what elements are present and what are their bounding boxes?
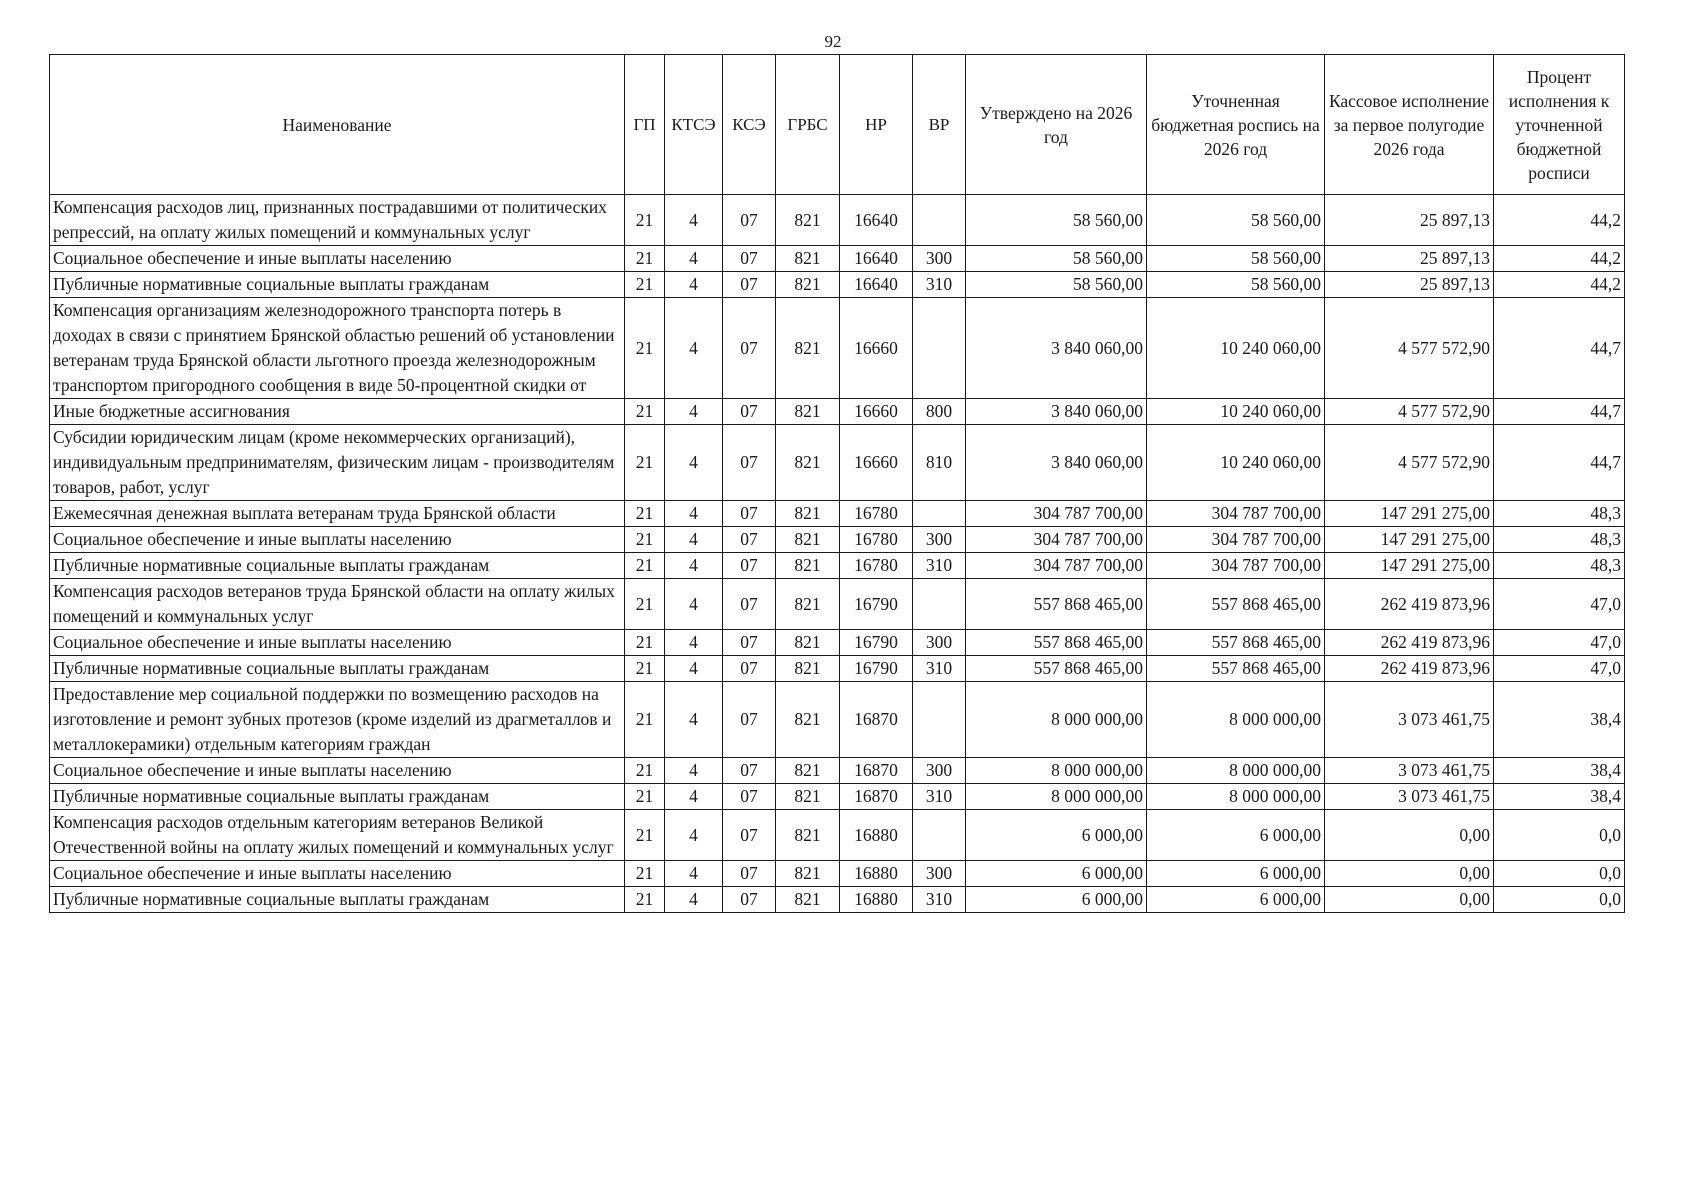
cell-np: 16880 bbox=[840, 810, 913, 861]
cell-cash: 3 073 461,75 bbox=[1325, 784, 1494, 810]
cell-percent: 44,7 bbox=[1494, 298, 1625, 399]
cell-percent: 44,2 bbox=[1494, 195, 1625, 246]
cell-name: Публичные нормативные социальные выплаты гражданам bbox=[50, 272, 625, 298]
cell-approved: 8 000 000,00 bbox=[966, 682, 1147, 758]
cell-gp: 21 bbox=[625, 246, 665, 272]
cell-gp: 21 bbox=[625, 784, 665, 810]
cell-ktse: 4 bbox=[665, 784, 723, 810]
cell-cash: 0,00 bbox=[1325, 861, 1494, 887]
cell-percent: 38,4 bbox=[1494, 682, 1625, 758]
cell-kse: 07 bbox=[723, 527, 776, 553]
cell-kse: 07 bbox=[723, 298, 776, 399]
cell-kse: 07 bbox=[723, 425, 776, 501]
cell-ktse: 4 bbox=[665, 425, 723, 501]
cell-refined: 8 000 000,00 bbox=[1147, 784, 1325, 810]
cell-np: 16880 bbox=[840, 887, 913, 913]
cell-vr: 810 bbox=[913, 425, 966, 501]
cell-vr bbox=[913, 682, 966, 758]
cell-kse: 07 bbox=[723, 553, 776, 579]
cell-percent: 48,3 bbox=[1494, 527, 1625, 553]
cell-vr bbox=[913, 501, 966, 527]
budget-table bbox=[49, 54, 1625, 913]
cell-gp: 21 bbox=[625, 682, 665, 758]
cell-kse: 07 bbox=[723, 501, 776, 527]
table-row bbox=[50, 553, 1625, 579]
table-row bbox=[50, 579, 1625, 630]
cell-grbs: 821 bbox=[776, 630, 840, 656]
cell-name: Предоставление мер социальной поддержки по возмещению расходов на изготовление и ремонт зубных протезов (кроме изделий из драгметаллов и металлокерамики) отдельным категориям граждан bbox=[50, 682, 625, 758]
cell-vr: 310 bbox=[913, 272, 966, 298]
cell-percent: 47,0 bbox=[1494, 656, 1625, 682]
cell-np: 16640 bbox=[840, 246, 913, 272]
cell-gp: 21 bbox=[625, 656, 665, 682]
cell-cash: 25 897,13 bbox=[1325, 272, 1494, 298]
cell-ktse: 4 bbox=[665, 758, 723, 784]
cell-grbs: 821 bbox=[776, 399, 840, 425]
header-percent: Процент исполнения к уточненной бюджетной росписи bbox=[1494, 55, 1625, 195]
cell-percent: 0,0 bbox=[1494, 887, 1625, 913]
cell-np: 16660 bbox=[840, 399, 913, 425]
table-row bbox=[50, 887, 1625, 913]
cell-percent: 47,0 bbox=[1494, 579, 1625, 630]
cell-vr bbox=[913, 298, 966, 399]
header-refined: Уточненная бюджетная роспись на 2026 год bbox=[1147, 55, 1325, 195]
cell-ktse: 4 bbox=[665, 579, 723, 630]
cell-cash: 4 577 572,90 bbox=[1325, 425, 1494, 501]
cell-name: Иные бюджетные ассигнования bbox=[50, 399, 625, 425]
table-row bbox=[50, 758, 1625, 784]
cell-np: 16870 bbox=[840, 784, 913, 810]
cell-ktse: 4 bbox=[665, 272, 723, 298]
cell-np: 16790 bbox=[840, 656, 913, 682]
cell-np: 16880 bbox=[840, 861, 913, 887]
cell-ktse: 4 bbox=[665, 399, 723, 425]
cell-name: Социальное обеспечение и иные выплаты населению bbox=[50, 630, 625, 656]
cell-vr: 300 bbox=[913, 861, 966, 887]
cell-np: 16790 bbox=[840, 630, 913, 656]
cell-cash: 262 419 873,96 bbox=[1325, 579, 1494, 630]
cell-refined: 58 560,00 bbox=[1147, 246, 1325, 272]
cell-gp: 21 bbox=[625, 501, 665, 527]
cell-kse: 07 bbox=[723, 630, 776, 656]
cell-percent: 44,7 bbox=[1494, 399, 1625, 425]
cell-ktse: 4 bbox=[665, 682, 723, 758]
cell-gp: 21 bbox=[625, 810, 665, 861]
cell-cash: 147 291 275,00 bbox=[1325, 501, 1494, 527]
cell-kse: 07 bbox=[723, 399, 776, 425]
cell-kse: 07 bbox=[723, 579, 776, 630]
cell-ktse: 4 bbox=[665, 553, 723, 579]
table-row bbox=[50, 630, 1625, 656]
cell-refined: 6 000,00 bbox=[1147, 810, 1325, 861]
cell-gp: 21 bbox=[625, 272, 665, 298]
table-row bbox=[50, 272, 1625, 298]
cell-np: 16870 bbox=[840, 758, 913, 784]
cell-refined: 10 240 060,00 bbox=[1147, 425, 1325, 501]
cell-name: Компенсация расходов ветеранов труда Брянской области на оплату жилых помещений и коммунальных услуг bbox=[50, 579, 625, 630]
cell-kse: 07 bbox=[723, 784, 776, 810]
cell-ktse: 4 bbox=[665, 195, 723, 246]
cell-percent: 44,7 bbox=[1494, 425, 1625, 501]
cell-percent: 48,3 bbox=[1494, 501, 1625, 527]
cell-name: Социальное обеспечение и иные выплаты населению bbox=[50, 861, 625, 887]
cell-approved: 3 840 060,00 bbox=[966, 399, 1147, 425]
cell-kse: 07 bbox=[723, 246, 776, 272]
cell-np: 16780 bbox=[840, 553, 913, 579]
cell-percent: 44,2 bbox=[1494, 272, 1625, 298]
cell-grbs: 821 bbox=[776, 246, 840, 272]
header-name: Наименование bbox=[50, 55, 625, 195]
cell-approved: 58 560,00 bbox=[966, 272, 1147, 298]
cell-grbs: 821 bbox=[776, 682, 840, 758]
cell-refined: 10 240 060,00 bbox=[1147, 298, 1325, 399]
table-row bbox=[50, 527, 1625, 553]
cell-cash: 3 073 461,75 bbox=[1325, 682, 1494, 758]
cell-gp: 21 bbox=[625, 630, 665, 656]
cell-approved: 304 787 700,00 bbox=[966, 501, 1147, 527]
cell-kse: 07 bbox=[723, 861, 776, 887]
cell-approved: 557 868 465,00 bbox=[966, 579, 1147, 630]
cell-grbs: 821 bbox=[776, 784, 840, 810]
table-row bbox=[50, 399, 1625, 425]
table-row bbox=[50, 298, 1625, 399]
cell-refined: 8 000 000,00 bbox=[1147, 682, 1325, 758]
cell-name: Социальное обеспечение и иные выплаты населению bbox=[50, 527, 625, 553]
cell-np: 16660 bbox=[840, 425, 913, 501]
cell-name: Ежемесячная денежная выплата ветеранам труда Брянской области bbox=[50, 501, 625, 527]
cell-np: 16640 bbox=[840, 272, 913, 298]
cell-cash: 147 291 275,00 bbox=[1325, 527, 1494, 553]
cell-approved: 6 000,00 bbox=[966, 887, 1147, 913]
cell-gp: 21 bbox=[625, 527, 665, 553]
cell-refined: 304 787 700,00 bbox=[1147, 553, 1325, 579]
cell-vr: 310 bbox=[913, 887, 966, 913]
cell-ktse: 4 bbox=[665, 630, 723, 656]
header-grbs: ГРБС bbox=[776, 55, 840, 195]
cell-gp: 21 bbox=[625, 579, 665, 630]
cell-cash: 0,00 bbox=[1325, 810, 1494, 861]
cell-percent: 38,4 bbox=[1494, 784, 1625, 810]
cell-grbs: 821 bbox=[776, 501, 840, 527]
cell-grbs: 821 bbox=[776, 527, 840, 553]
table-body bbox=[50, 195, 1625, 913]
cell-grbs: 821 bbox=[776, 810, 840, 861]
cell-ktse: 4 bbox=[665, 527, 723, 553]
cell-gp: 21 bbox=[625, 298, 665, 399]
cell-ktse: 4 bbox=[665, 246, 723, 272]
table-header-row bbox=[50, 55, 1625, 195]
cell-name: Компенсация расходов отдельным категориям ветеранов Великой Отечественной войны на оплату жилых помещений и коммунальных услуг bbox=[50, 810, 625, 861]
cell-approved: 304 787 700,00 bbox=[966, 527, 1147, 553]
cell-vr: 300 bbox=[913, 246, 966, 272]
cell-gp: 21 bbox=[625, 399, 665, 425]
cell-refined: 304 787 700,00 bbox=[1147, 501, 1325, 527]
cell-grbs: 821 bbox=[776, 579, 840, 630]
cell-gp: 21 bbox=[625, 195, 665, 246]
cell-kse: 07 bbox=[723, 656, 776, 682]
cell-refined: 8 000 000,00 bbox=[1147, 758, 1325, 784]
header-cash: Кассовое исполнение за первое полугодие 2026 года bbox=[1325, 55, 1494, 195]
cell-approved: 6 000,00 bbox=[966, 810, 1147, 861]
cell-name: Публичные нормативные социальные выплаты гражданам bbox=[50, 553, 625, 579]
cell-kse: 07 bbox=[723, 810, 776, 861]
cell-percent: 0,0 bbox=[1494, 810, 1625, 861]
cell-cash: 262 419 873,96 bbox=[1325, 656, 1494, 682]
cell-cash: 25 897,13 bbox=[1325, 246, 1494, 272]
cell-gp: 21 bbox=[625, 425, 665, 501]
cell-grbs: 821 bbox=[776, 887, 840, 913]
cell-approved: 8 000 000,00 bbox=[966, 784, 1147, 810]
table-row bbox=[50, 425, 1625, 501]
cell-vr: 310 bbox=[913, 656, 966, 682]
cell-vr bbox=[913, 810, 966, 861]
cell-name: Публичные нормативные социальные выплаты гражданам bbox=[50, 784, 625, 810]
cell-name: Публичные нормативные социальные выплаты гражданам bbox=[50, 656, 625, 682]
cell-grbs: 821 bbox=[776, 425, 840, 501]
cell-refined: 10 240 060,00 bbox=[1147, 399, 1325, 425]
cell-gp: 21 bbox=[625, 887, 665, 913]
cell-name: Социальное обеспечение и иные выплаты населению bbox=[50, 758, 625, 784]
cell-vr: 800 bbox=[913, 399, 966, 425]
page-number: 92 bbox=[824, 32, 842, 51]
header-gp: ГП bbox=[625, 55, 665, 195]
cell-name: Компенсация организациям железнодорожного транспорта потерь в доходах в связи с принятием Брянской областью решений об установлении ветеранам труда Брянской области льготного проезда железнодорожным транспортом пригородного сообщения в виде 50-процентной скидки от bbox=[50, 298, 625, 399]
cell-cash: 25 897,13 bbox=[1325, 195, 1494, 246]
cell-grbs: 821 bbox=[776, 195, 840, 246]
cell-approved: 3 840 060,00 bbox=[966, 298, 1147, 399]
cell-percent: 47,0 bbox=[1494, 630, 1625, 656]
cell-refined: 557 868 465,00 bbox=[1147, 630, 1325, 656]
cell-cash: 4 577 572,90 bbox=[1325, 399, 1494, 425]
header-approved: Утверждено на 2026 год bbox=[966, 55, 1147, 195]
cell-vr: 300 bbox=[913, 630, 966, 656]
cell-ktse: 4 bbox=[665, 887, 723, 913]
cell-ktse: 4 bbox=[665, 298, 723, 399]
cell-cash: 3 073 461,75 bbox=[1325, 758, 1494, 784]
cell-grbs: 821 bbox=[776, 656, 840, 682]
header-np: НР bbox=[840, 55, 913, 195]
cell-percent: 48,3 bbox=[1494, 553, 1625, 579]
cell-grbs: 821 bbox=[776, 861, 840, 887]
table-row bbox=[50, 501, 1625, 527]
cell-cash: 4 577 572,90 bbox=[1325, 298, 1494, 399]
table-row bbox=[50, 784, 1625, 810]
cell-cash: 147 291 275,00 bbox=[1325, 553, 1494, 579]
cell-cash: 262 419 873,96 bbox=[1325, 630, 1494, 656]
cell-gp: 21 bbox=[625, 861, 665, 887]
cell-grbs: 821 bbox=[776, 758, 840, 784]
cell-name: Субсидии юридическим лицам (кроме некоммерческих организаций), индивидуальным предпринимателям, физическим лицам - производителям товаров, работ, услуг bbox=[50, 425, 625, 501]
cell-ktse: 4 bbox=[665, 861, 723, 887]
cell-grbs: 821 bbox=[776, 553, 840, 579]
cell-gp: 21 bbox=[625, 553, 665, 579]
cell-grbs: 821 bbox=[776, 298, 840, 399]
cell-kse: 07 bbox=[723, 272, 776, 298]
cell-name: Компенсация расходов лиц, признанных пострадавшими от политических репрессий, на оплату жилых помещений и коммунальных услуг bbox=[50, 195, 625, 246]
cell-refined: 58 560,00 bbox=[1147, 272, 1325, 298]
table-row bbox=[50, 861, 1625, 887]
header-kse: КСЭ bbox=[723, 55, 776, 195]
header-vr: ВР bbox=[913, 55, 966, 195]
cell-vr bbox=[913, 195, 966, 246]
cell-approved: 557 868 465,00 bbox=[966, 656, 1147, 682]
cell-vr: 300 bbox=[913, 758, 966, 784]
cell-np: 16790 bbox=[840, 579, 913, 630]
cell-vr: 310 bbox=[913, 553, 966, 579]
cell-approved: 8 000 000,00 bbox=[966, 758, 1147, 784]
cell-approved: 3 840 060,00 bbox=[966, 425, 1147, 501]
cell-kse: 07 bbox=[723, 682, 776, 758]
table-row bbox=[50, 656, 1625, 682]
cell-np: 16780 bbox=[840, 527, 913, 553]
cell-approved: 58 560,00 bbox=[966, 195, 1147, 246]
cell-np: 16870 bbox=[840, 682, 913, 758]
cell-percent: 38,4 bbox=[1494, 758, 1625, 784]
cell-ktse: 4 bbox=[665, 501, 723, 527]
cell-grbs: 821 bbox=[776, 272, 840, 298]
cell-vr: 310 bbox=[913, 784, 966, 810]
cell-gp: 21 bbox=[625, 758, 665, 784]
cell-kse: 07 bbox=[723, 195, 776, 246]
cell-ktse: 4 bbox=[665, 656, 723, 682]
cell-refined: 557 868 465,00 bbox=[1147, 656, 1325, 682]
cell-refined: 6 000,00 bbox=[1147, 887, 1325, 913]
cell-name: Публичные нормативные социальные выплаты гражданам bbox=[50, 887, 625, 913]
cell-np: 16780 bbox=[840, 501, 913, 527]
header-ktse: КТСЭ bbox=[665, 55, 723, 195]
table-row bbox=[50, 246, 1625, 272]
cell-np: 16640 bbox=[840, 195, 913, 246]
cell-refined: 58 560,00 bbox=[1147, 195, 1325, 246]
cell-approved: 304 787 700,00 bbox=[966, 553, 1147, 579]
cell-name: Социальное обеспечение и иные выплаты населению bbox=[50, 246, 625, 272]
table-row bbox=[50, 682, 1625, 758]
cell-cash: 0,00 bbox=[1325, 887, 1494, 913]
cell-refined: 557 868 465,00 bbox=[1147, 579, 1325, 630]
cell-kse: 07 bbox=[723, 887, 776, 913]
table-row bbox=[50, 195, 1625, 246]
cell-approved: 6 000,00 bbox=[966, 861, 1147, 887]
cell-vr: 300 bbox=[913, 527, 966, 553]
cell-approved: 58 560,00 bbox=[966, 246, 1147, 272]
cell-percent: 44,2 bbox=[1494, 246, 1625, 272]
cell-refined: 6 000,00 bbox=[1147, 861, 1325, 887]
cell-approved: 557 868 465,00 bbox=[966, 630, 1147, 656]
table-row bbox=[50, 810, 1625, 861]
cell-kse: 07 bbox=[723, 758, 776, 784]
cell-ktse: 4 bbox=[665, 810, 723, 861]
cell-refined: 304 787 700,00 bbox=[1147, 527, 1325, 553]
cell-percent: 0,0 bbox=[1494, 861, 1625, 887]
cell-vr bbox=[913, 579, 966, 630]
cell-np: 16660 bbox=[840, 298, 913, 399]
